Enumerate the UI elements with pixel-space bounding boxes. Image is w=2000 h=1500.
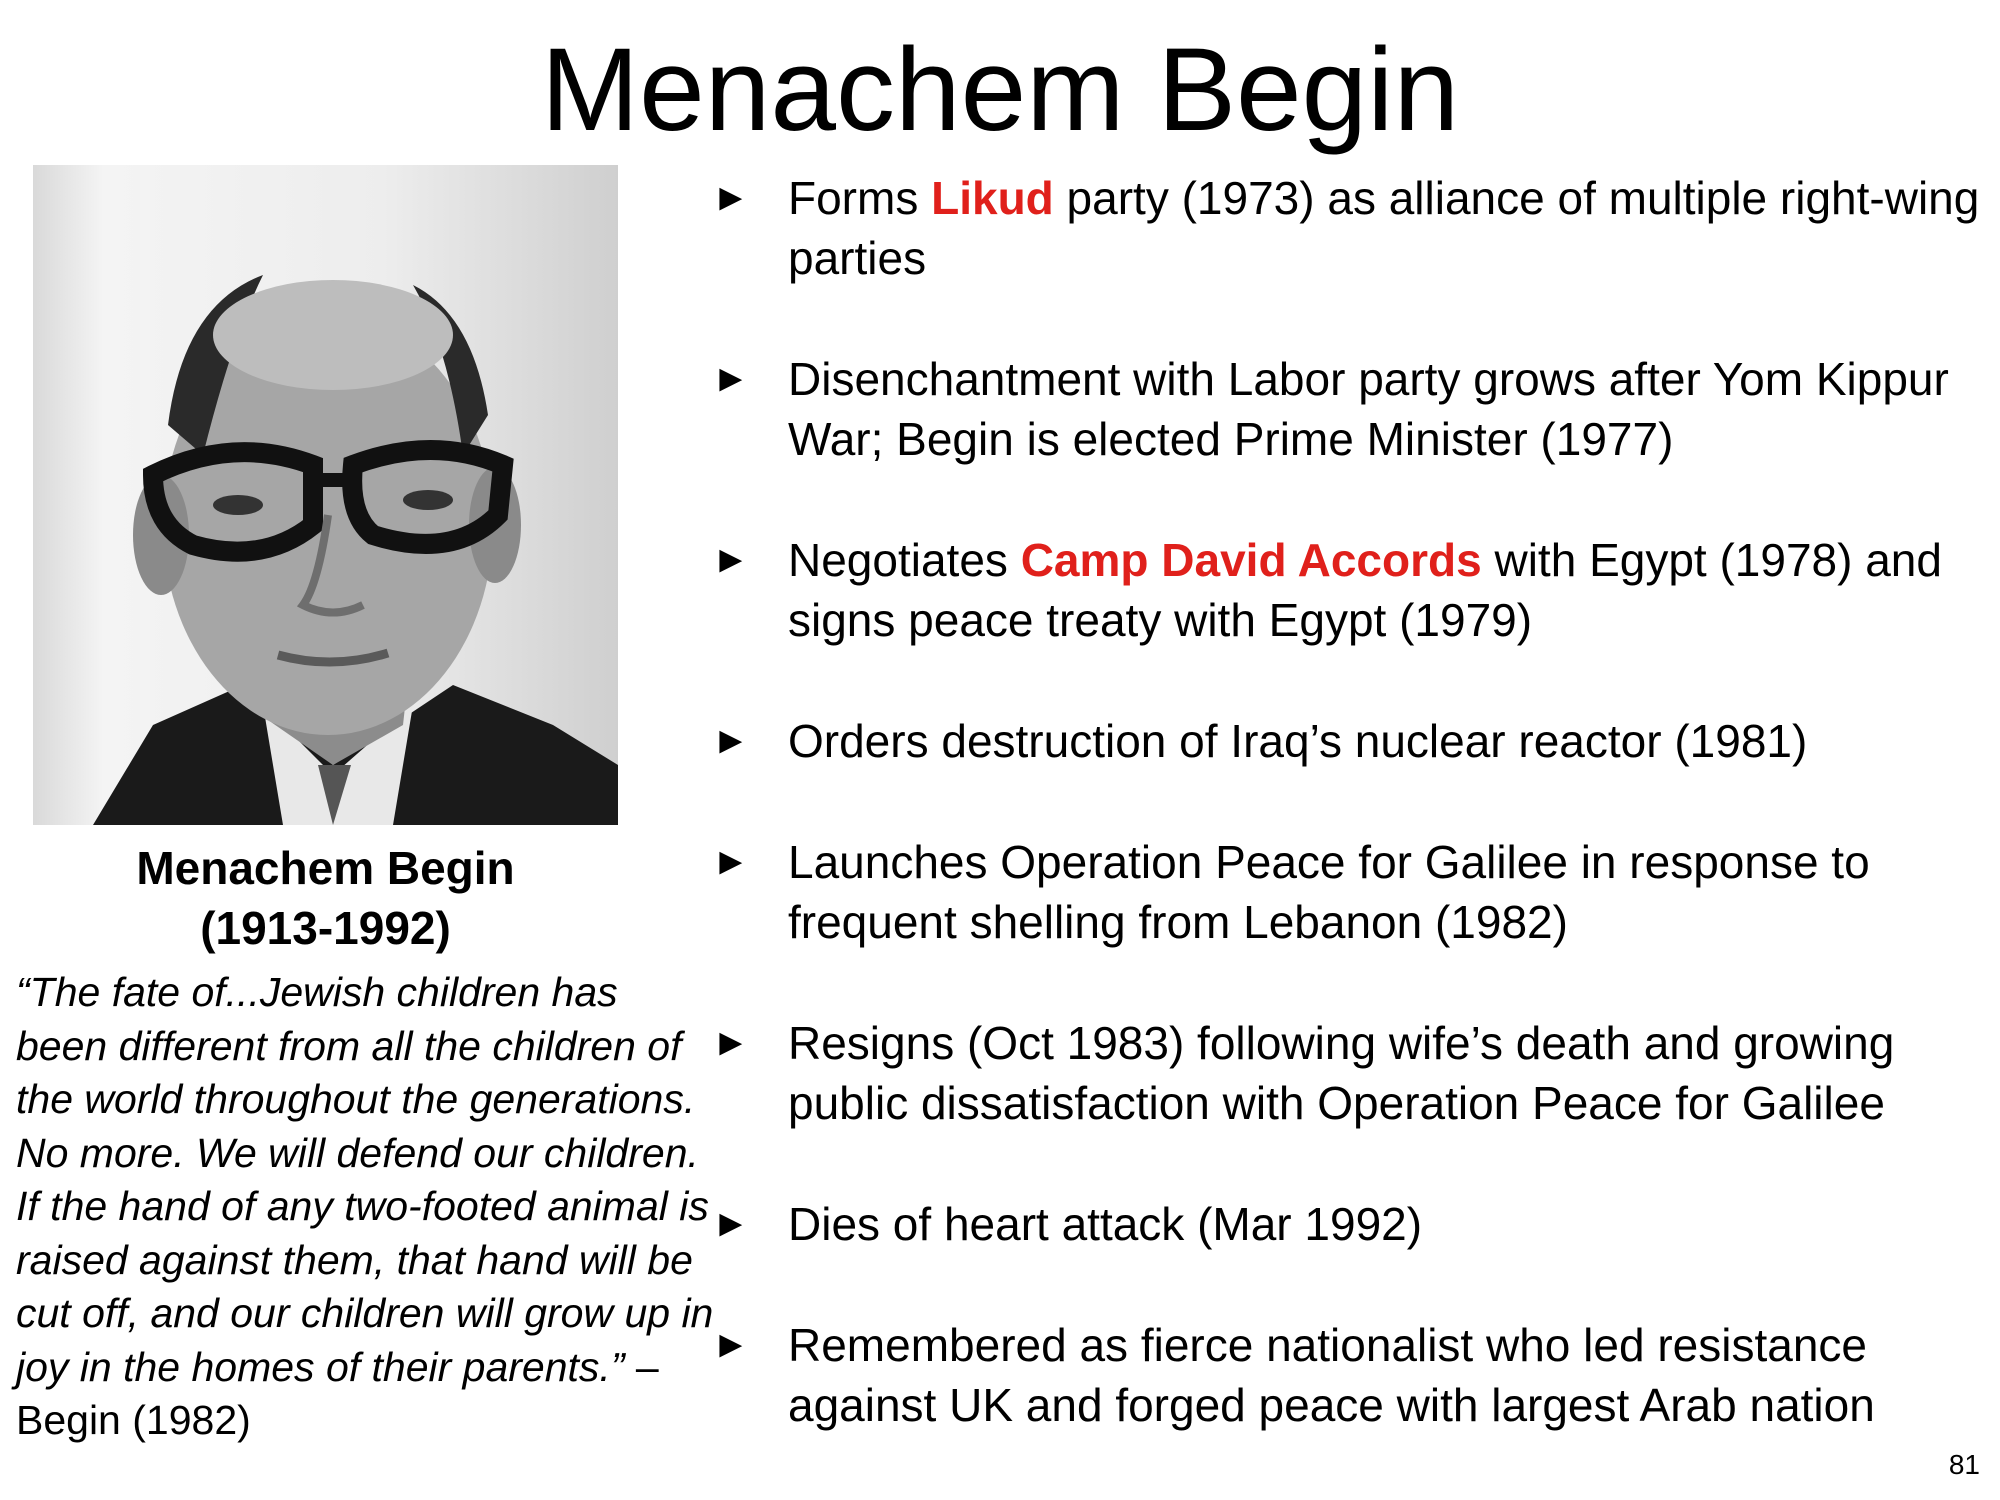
bullet-text-part: Dies of heart attack (Mar 1992): [788, 1198, 1423, 1250]
begin-quote: [16, 966, 716, 1448]
bullet-text: [788, 1194, 1992, 1254]
bullet-text: [788, 1315, 1992, 1435]
bullet-text: [788, 349, 1992, 469]
bullet-arrow-icon: ►: [712, 1324, 750, 1366]
bullet-arrow-icon: ►: [712, 539, 750, 581]
bullet-text-part: Resigns (Oct 1983) following wife’s death and growing public dissatisfaction with Operation Peace for Galilee: [788, 1017, 1895, 1129]
bullet-text-part: with Egypt (1978) and signs peace treaty with Egypt (1979): [788, 534, 1942, 646]
quote-attribution: – Begin (1982): [16, 1343, 659, 1443]
bullet-arrow-icon: ►: [712, 177, 750, 219]
page-number: 81: [1948, 1449, 1980, 1480]
bullet-text-part: Launches Operation Peace for Galilee in response to frequent shelling from Lebanon (1982): [788, 836, 1870, 948]
bullet-text: [788, 530, 1992, 650]
bullet-text: [788, 832, 1992, 952]
caption-name: Menachem Begin: [136, 842, 515, 894]
bullet-arrow-icon: ►: [712, 358, 750, 400]
bullet-text-part: Orders destruction of Iraq’s nuclear reactor (1981): [788, 715, 1808, 767]
bullet-arrow-icon: ►: [712, 841, 750, 883]
slide-title: Menachem Begin: [540, 24, 1460, 156]
bullet-text-part: Negotiates: [788, 534, 1021, 586]
bullet-text: [788, 711, 1992, 771]
quote-text: “The fate of...Jewish children has been different from all the children of the world throughout the generations. No more. We will defend our children. If the hand of any two-footed animal is raised against them, that hand will be cut off, and our children will grow up in joy in the homes of their parents.”: [16, 969, 714, 1390]
bullet-arrow-icon: ►: [712, 720, 750, 762]
bullet-text-part: Remembered as fierce nationalist who led resistance against UK and forged peace with largest Arab nation: [788, 1319, 1875, 1431]
bullet-text: [788, 1013, 1992, 1133]
bullet-text-part: Disenchantment with Labor party grows after Yom Kippur War; Begin is elected Prime Minister (1977): [788, 353, 1949, 465]
portrait-photo: [33, 165, 618, 825]
bullet-highlight: Camp David Accords: [1020, 534, 1482, 586]
caption-dates: (1913-1992): [200, 902, 451, 954]
bullet-arrow-icon: ►: [712, 1203, 750, 1245]
bullet-highlight: Likud: [931, 172, 1054, 224]
bullet-arrow-icon: ►: [712, 1022, 750, 1064]
portrait-caption: [33, 838, 618, 958]
bullet-text-part: party (1973) as alliance of multiple right-wing parties: [788, 172, 1980, 284]
bullet-text-part: Forms: [788, 172, 932, 224]
bullet-text: [788, 168, 1992, 288]
